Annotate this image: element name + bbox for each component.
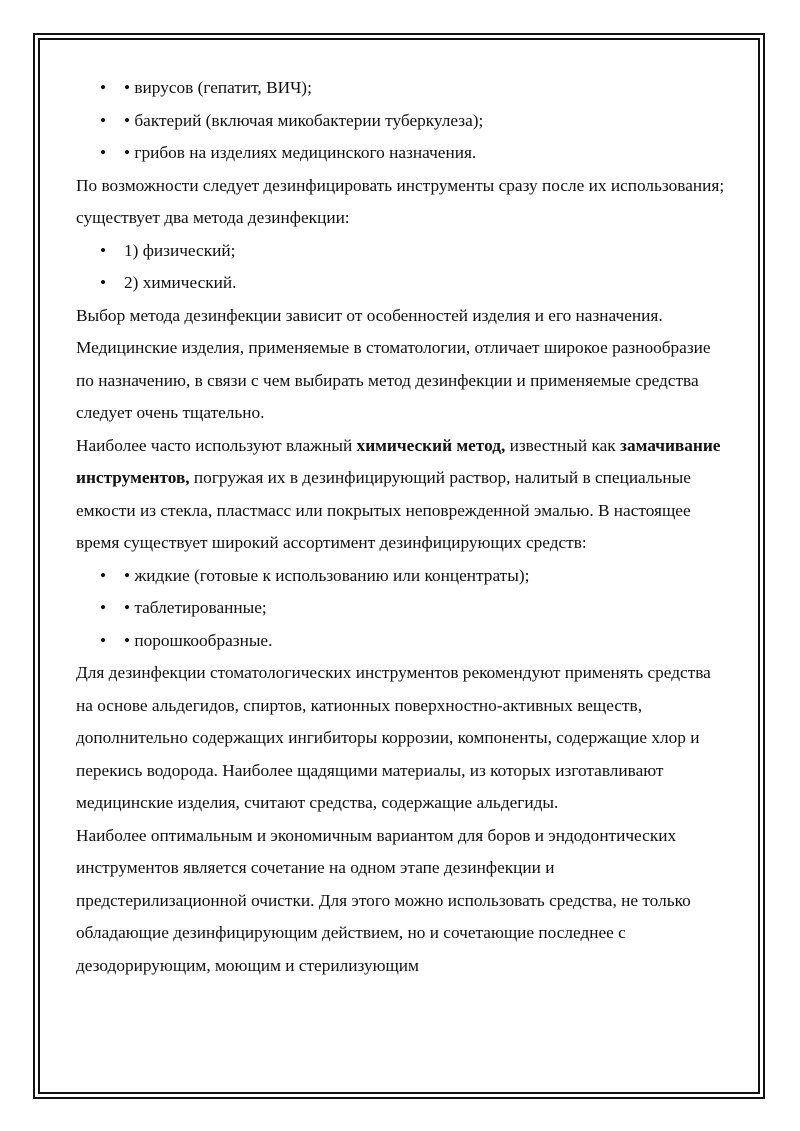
bullet-icon: • (100, 78, 107, 97)
list-item (76, 137, 726, 170)
list-item (76, 72, 726, 105)
methods-list (76, 235, 726, 300)
list-item-text: • таблетированные; (124, 598, 267, 617)
list-item (76, 592, 726, 625)
list-item-text: • жидкие (готовые к использованию или концентраты); (124, 565, 530, 585)
list-item-text: 1) физический; (124, 240, 236, 260)
paragraph: По возможности следует дезинфицировать инструменты сразу после их использования; существует два метода дезинфекции: (76, 175, 725, 227)
bullet-icon: • (100, 110, 107, 130)
paragraph: Медицинские изделия, применяемые в стоматологии, отличает широкое разнообразие по назначению, в связи с чем выбирать метод дезинфекции и применяемые средства следует очень тщательно. (76, 338, 711, 422)
bold-term: замачивание инструментов, (76, 435, 721, 487)
list-item-text: • порошкообразные. (124, 630, 273, 650)
list-item (76, 105, 726, 138)
list-item-text: • бактерий (включая микобактерии туберкулеза); (124, 110, 484, 130)
bullet-icon: • (100, 240, 107, 260)
paragraph: Наиболее оптимальным и экономичным вариантом для боров и эндодонтических инструментов является сочетание на одном этапе дезинфекции и предстерилизационной очистки. Для этого можно использовать средства, не только обладающие дезинфицирующим действием, но и сочетающие последнее с дезодорирующим, моющим и стерилизующим (76, 825, 691, 975)
list-item (76, 235, 726, 268)
list-item (76, 560, 726, 593)
text-run: Наиболее часто используют влажный (76, 435, 357, 455)
bullet-icon: • (100, 273, 107, 292)
list-item-text: • вирусов (гепатит, ВИЧ); (124, 78, 312, 97)
bullet-icon: • (100, 143, 107, 162)
list-item (76, 625, 726, 658)
pathogens-list (76, 72, 726, 170)
paragraph-line: Выбор метода дезинфекции зависит от особенностей изделия и его назначения. (76, 305, 663, 325)
forms-list (76, 560, 726, 658)
bold-term: химический метод, (356, 435, 506, 455)
list-item-text: • грибов на изделиях медицинского назначения. (124, 143, 477, 162)
bullet-icon: • (100, 565, 107, 585)
text-run: погружая их в дезинфицирующий раствор, налитый в специальные емкости из стекла, пластмасс или покрытых неповрежденной эмалью. В настоящее время существует широкий ассортимент дезинфицирующих средств: (76, 468, 691, 552)
bullet-icon: • (100, 630, 107, 650)
text-run: известный как (505, 435, 621, 455)
paragraph: Для дезинфекции стоматологических инструментов рекомендуют применять средства на основе альдегидов, спиртов, катионных поверхностно-активных веществ, дополнительно содержащих ингибиторы коррозии, компоненты, содержащие хлор и перекись водорода. Наиболее щадящими материалы, из которых изготавливают медицинские изделия, считают средства, содержащие альдегиды. (76, 663, 711, 812)
paragraph (76, 430, 726, 560)
list-item-text: 2) химический. (124, 273, 237, 292)
list-item (76, 267, 726, 300)
bullet-icon: • (100, 598, 107, 617)
document-body (76, 72, 726, 982)
